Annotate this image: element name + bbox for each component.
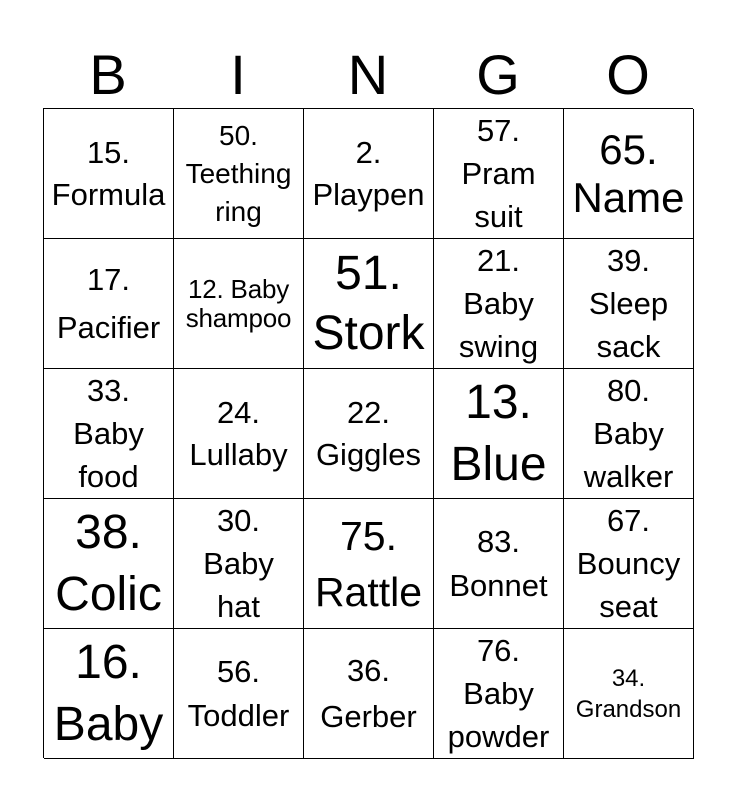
bingo-cell-r3-c3[interactable]: 22. Giggles bbox=[304, 369, 434, 499]
bingo-cell-r1-c3[interactable]: 2. Playpen bbox=[304, 109, 434, 239]
bingo-cell-r2-c1[interactable]: 17. Pacifier bbox=[44, 239, 174, 369]
bingo-cell-r4-c1[interactable]: 38. Colic bbox=[44, 499, 174, 629]
bingo-cell-r3-c5[interactable]: 80. Baby walker bbox=[564, 369, 694, 499]
bingo-cell-r5-c1[interactable]: 16. Baby bbox=[44, 629, 174, 759]
bingo-cell-r4-c5[interactable]: 67. Bouncy seat bbox=[564, 499, 694, 629]
bingo-cell-r1-c1[interactable]: 15. Formula bbox=[44, 109, 174, 239]
bingo-cell-r4-c3[interactable]: 75. Rattle bbox=[304, 499, 434, 629]
bingo-cell-r5-c5[interactable]: 34. Grandson bbox=[564, 629, 694, 759]
bingo-cell-r3-c2[interactable]: 24. Lullaby bbox=[174, 369, 304, 499]
bingo-cell-r1-c5[interactable]: 65. Name bbox=[564, 109, 694, 239]
bingo-cell-r3-c1[interactable]: 33. Baby food bbox=[44, 369, 174, 499]
header-letter-o: O bbox=[606, 43, 650, 106]
bingo-header bbox=[43, 42, 693, 108]
bingo-cell-r4-c2[interactable]: 30. Baby hat bbox=[174, 499, 304, 629]
bingo-cell-r5-c4[interactable]: 76. Baby powder bbox=[434, 629, 564, 759]
bingo-cell-r2-c5[interactable]: 39. Sleep sack bbox=[564, 239, 694, 369]
bingo-cell-r3-c4[interactable]: 13. Blue bbox=[434, 369, 564, 499]
bingo-cell-r2-c2[interactable]: 12. Baby shampoo bbox=[174, 239, 304, 369]
header-letter-n: N bbox=[347, 43, 389, 106]
header-letter-g: G bbox=[476, 43, 520, 106]
bingo-grid bbox=[43, 108, 693, 758]
bingo-cell-r5-c2[interactable]: 56. Toddler bbox=[174, 629, 304, 759]
bingo-cell-r1-c2[interactable]: 50. Teething ring bbox=[174, 109, 304, 239]
bingo-cell-r2-c4[interactable]: 21. Baby swing bbox=[434, 239, 564, 369]
bingo-cell-r4-c4[interactable]: 83. Bonnet bbox=[434, 499, 564, 629]
header-letter-b: B bbox=[89, 43, 127, 106]
header-letter-i: I bbox=[230, 43, 246, 106]
bingo-cell-r5-c3[interactable]: 36. Gerber bbox=[304, 629, 434, 759]
bingo-cell-r1-c4[interactable]: 57. Pram suit bbox=[434, 109, 564, 239]
bingo-cell-r2-c3[interactable]: 51. Stork bbox=[304, 239, 434, 369]
